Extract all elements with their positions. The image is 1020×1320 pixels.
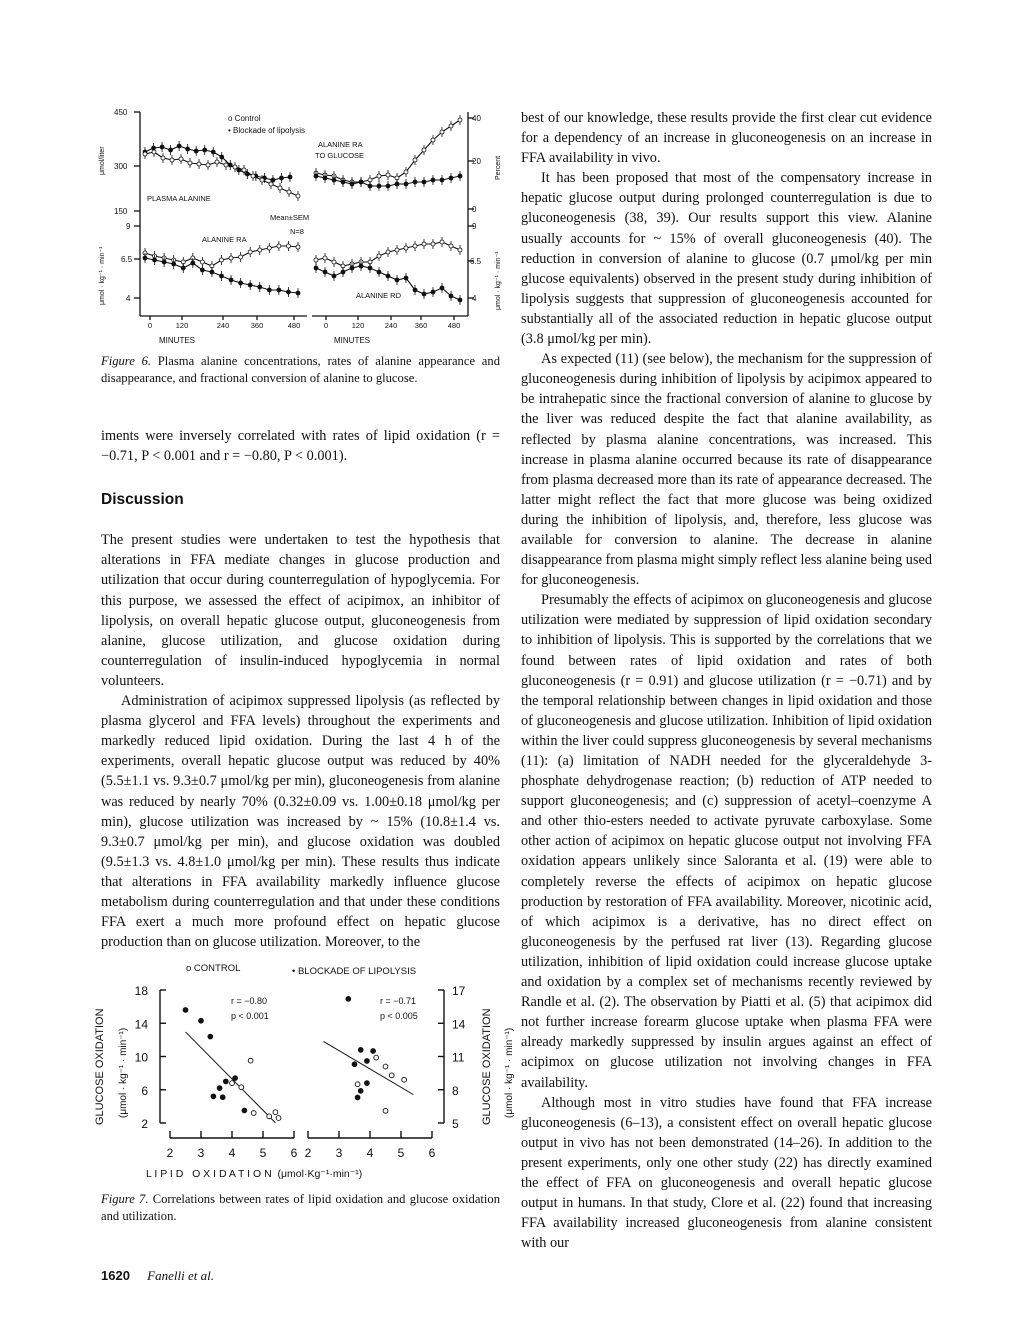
y-right-20: 20 — [472, 157, 481, 166]
x-label-minutes-right: MINUTES — [334, 336, 370, 345]
plasma-alanine-control-point — [206, 163, 210, 167]
conversion-control-point — [413, 158, 417, 162]
alanine-ra-control-point — [229, 256, 233, 260]
fig7-ylabel-right-2: (μmol · kg⁻¹ · min⁻¹) — [504, 1027, 515, 1118]
y-right-0: 0 — [472, 205, 477, 214]
alanine-rd-control-point — [404, 246, 408, 250]
conversion-blockade-point — [368, 184, 372, 188]
alanine-rd-blockade-point — [404, 276, 408, 280]
fig7-point-control — [402, 1077, 407, 1082]
conversion-control-point — [377, 174, 381, 178]
alanine-ra-blockade-point — [277, 288, 281, 292]
right-column — [521, 108, 932, 1253]
fig7-point-control — [251, 1111, 256, 1116]
discussion-paragraph-2: Administration of acipimox suppressed lipolysis (as reflected by plasma glycerol and FFA levels) throughout the experiments and markedly reduced lipid oxidation. During the last 4 h of the experiments, overall hepatic glucose output was reduced by 40% (5.5±1.1 vs. 9.3±0.7 μmol/kg per min), gluconeogenesis from alanine was reduced by nearly 70% (0.32±0.09 vs. 1.00±0.18 μmol/kg per min), glucose utilization was increased by ~ 15% (10.8±1.4 vs. 9.3±0.7 μmol/kg per min), and glucose oxidation was doubled (9.5±1.3 vs. 4.8±1.0 μmol/kg per min). These results thus indicate that alterations in FFA availability markedly influence glucose metabolism during counterregulation and that under these conditions FFA exert a much more profound effect on hepatic glucose production than on glucose utilization. Moreover, to the — [101, 693, 500, 951]
plasma-alanine-control-point — [278, 186, 282, 190]
conversion-blockade-point — [440, 178, 444, 182]
fig7-point-control — [267, 1114, 272, 1119]
plasma-alanine-blockade-point — [211, 150, 215, 154]
fig7-point-blockade — [208, 1034, 213, 1039]
alanine-rd-control-point — [395, 248, 399, 252]
plasma-alanine-blockade-point — [177, 144, 181, 148]
fig7-x-tick-label: 4 — [366, 1146, 374, 1160]
fig7-stat-left-r: r = −0.80 — [231, 996, 268, 1006]
alanine-ra-blockade-point — [229, 278, 233, 282]
fig7-point-blockade — [358, 1047, 363, 1052]
alanine-ra-control-point — [296, 245, 300, 249]
alanine-ra-control-point — [277, 244, 281, 248]
figure-7-caption-text: Correlations between rates of lipid oxidation and glucose oxidation and utilization. — [101, 1192, 500, 1223]
fig7-point-blockade — [233, 1076, 238, 1081]
alanine-rd-blockade-point — [422, 292, 426, 296]
alanine-rd-control-point — [431, 242, 435, 246]
label-alanine-ra-left: ALANINE RA — [202, 235, 247, 244]
conversion-blockade-point — [449, 176, 453, 180]
alanine-rd-blockade-point — [377, 270, 381, 274]
legend-control: o Control — [228, 114, 261, 123]
alanine-rd-control-point — [413, 244, 417, 248]
fig7-xlabel: L I P I D O X I D A T I O N (μmol·Kg⁻¹·min⁻¹) — [146, 1168, 363, 1180]
y-tick-300: 300 — [114, 162, 128, 171]
plasma-alanine-blockade-point — [220, 155, 224, 159]
plasma-alanine-control-point — [197, 162, 201, 166]
right-paragraph-2: It has been proposed that most of the compensatory increase in hepatic glucose output during prolonged counterregulation is due to gluconeogenesis (38, 39). Our results support this view. Alanine usually accounts for ~ 15% of overall gluconeogenesis (40). The reduction in conversion of alanine to glucose (0.7 μmol/kg per min glucose equivalents) observed in the present study during inhibition of lipolysis suggests that suppression of gluconeogenesis accounted for substantially all of the associated reduction in hepatic glucose output (3.8 μmol/kg per min). — [521, 170, 932, 348]
y-tick-9: 9 — [126, 222, 131, 231]
alanine-ra-blockade-point — [153, 258, 157, 262]
figure-6-label: Figure 6. — [101, 354, 152, 368]
conversion-blockade-point — [377, 184, 381, 188]
fig7-point-blockade — [220, 1095, 225, 1100]
conversion-blockade-point — [395, 182, 399, 186]
x-tick-right: 480 — [447, 321, 461, 330]
x-tick-right: 0 — [323, 321, 329, 330]
running-authors: Fanelli et al. — [147, 1268, 214, 1283]
conversion-blockade-point — [422, 180, 426, 184]
fig7-stat-right-r: r = −0.71 — [380, 996, 417, 1006]
fig7-regression-line — [324, 1041, 414, 1094]
fig7-point-control — [383, 1108, 388, 1113]
conversion-control-point — [386, 173, 390, 177]
fig7-point-control — [248, 1058, 253, 1063]
y-right-9: 9 — [472, 222, 477, 231]
conversion-blockade-point — [314, 174, 318, 178]
alanine-ra-control-point — [248, 250, 252, 254]
x-tick-left: 360 — [250, 321, 264, 330]
plasma-alanine-blockade-point — [194, 149, 198, 153]
fig7-x-tick-label: 2 — [166, 1146, 174, 1160]
continued-paragraph: iments were inversely correlated with rates of lipid oxidation (r = −0.71, P < 0.001 and r = −0.80, P < 0.001). — [101, 428, 500, 465]
alanine-rd-control-point — [458, 248, 462, 252]
plasma-alanine-blockade-point — [186, 147, 190, 151]
x-tick-left: 0 — [147, 321, 153, 330]
fig7-y-tick-label: 14 — [134, 1017, 148, 1032]
fig7-point-control — [355, 1082, 360, 1087]
page-number: 1620 — [101, 1268, 130, 1283]
x-tick-right: 120 — [351, 321, 365, 330]
fig7-point-blockade — [199, 1018, 204, 1023]
alanine-rd-blockade-point — [341, 270, 345, 274]
fig7-x-tick-label: 4 — [228, 1146, 236, 1160]
alanine-rd-control-point — [332, 260, 336, 264]
fig7-y-tick-label: 14 — [452, 1017, 466, 1032]
x-tick-left: 120 — [175, 321, 189, 330]
conversion-blockade-point — [350, 182, 354, 186]
alanine-ra-blockade-point — [191, 261, 195, 265]
fig7-legend-control: o CONTROL — [186, 963, 241, 974]
alanine-rd-blockade-point — [386, 274, 390, 278]
mean-sem: Mean±SEM — [270, 213, 310, 222]
y-tick-150: 150 — [114, 207, 128, 216]
conversion-blockade-point — [431, 178, 435, 182]
fig7-x-tick-label: 3 — [335, 1146, 343, 1160]
fig7-ylabel-right-1: GLUCOSE OXIDATION — [481, 1008, 493, 1125]
fig7-point-control — [276, 1116, 281, 1121]
conversion-control-point — [404, 170, 408, 174]
plasma-alanine-control-point — [233, 165, 237, 169]
fig7-y-tick-label: 10 — [134, 1050, 148, 1065]
alanine-rd-blockade-point — [323, 270, 327, 274]
alanine-rd-blockade-point — [449, 294, 453, 298]
alanine-rd-blockade-point — [350, 266, 354, 270]
x-tick-left: 480 — [287, 321, 301, 330]
conversion-control-point — [440, 130, 444, 134]
plasma-alanine-control-point — [269, 182, 273, 186]
y-unit-right-top: Percent — [495, 155, 502, 180]
fig7-y-tick-label: 8 — [452, 1083, 459, 1098]
alanine-ra-control-point — [286, 244, 290, 248]
y-right-6-5: 6.5 — [470, 257, 482, 266]
alanine-ra-blockade-point — [239, 281, 243, 285]
alanine-ra-blockade-point — [200, 268, 204, 272]
y-tick-450: 450 — [114, 108, 128, 117]
alanine-ra-control-point — [258, 248, 262, 252]
fig7-x-tick-label: 6 — [290, 1146, 298, 1160]
plasma-alanine-control-point — [143, 152, 147, 156]
conversion-control-point — [422, 148, 426, 152]
alanine-rd-blockade-point — [359, 264, 363, 268]
conversion-blockade-point — [458, 174, 462, 178]
label-alanine-ra-top: ALANINE RA — [318, 140, 363, 149]
x-label-minutes-left: MINUTES — [159, 336, 195, 345]
fig7-y-tick-label: 17 — [452, 984, 466, 998]
plasma-alanine-blockade-point — [169, 148, 173, 152]
conversion-blockade-point — [404, 182, 408, 186]
fig7-point-blockade — [358, 1088, 363, 1093]
discussion-paragraph-1: The present studies were undertaken to test the hypothesis that alterations in FFA mediate changes in glucose production and utilization that occur during counterregulation of hypoglycemia. For this purpose, we assessed the effect of acipimox, an inhibitor of lipolysis, on overall hepatic glucose output, gluconeogenesis from alanine, glucose utilization, and glucose oxidation during counterregulation of insulin-induced hypoglycemia in normal volunteers. — [101, 532, 500, 689]
fig7-point-blockade — [365, 1059, 370, 1064]
alanine-rd-blockade-point — [395, 278, 399, 282]
figure-7-label: Figure 7. — [101, 1192, 149, 1206]
conversion-blockade-point — [341, 180, 345, 184]
conversion-blockade-point — [332, 178, 336, 182]
fig7-x-tick-label: 2 — [304, 1146, 312, 1160]
fig7-ylabel-left-2: (μmol · kg⁻¹ · min⁻¹) — [118, 1027, 129, 1118]
plasma-alanine-control-point — [170, 158, 174, 162]
y-right-40: 40 — [472, 114, 481, 123]
conversion-control-point — [458, 118, 462, 122]
conversion-control-point — [431, 138, 435, 142]
x-tick-right: 360 — [414, 321, 428, 330]
fig7-x-tick-label: 5 — [397, 1146, 405, 1160]
plasma-alanine-control-point — [215, 160, 219, 164]
fig7-y-tick-label: 5 — [452, 1117, 459, 1131]
alanine-rd-blockade-point — [431, 290, 435, 294]
fig7-y-tick-label: 2 — [141, 1117, 148, 1131]
fig7-regression-line — [186, 1032, 276, 1123]
figure-6-caption — [101, 353, 500, 386]
n-count: N=8 — [290, 227, 304, 236]
alanine-ra-blockade-point — [172, 262, 176, 266]
fig7-y-tick-label: 6 — [141, 1083, 148, 1098]
right-paragraph-1: best of our knowledge, these results provide the first clear cut evidence for a dependency of an increase in gluconeogenesis on an increase in FFA availability in vivo. — [521, 110, 932, 167]
alanine-rd-blockade-point — [368, 266, 372, 270]
alanine-ra-blockade-point — [210, 270, 214, 274]
fig7-point-control — [374, 1055, 379, 1060]
fig7-point-blockade — [352, 1062, 357, 1067]
fig7-point-blockade — [242, 1108, 247, 1113]
conversion-control-point — [449, 124, 453, 128]
fig7-point-blockade — [365, 1081, 370, 1086]
fig7-x-tick-label: 3 — [197, 1146, 205, 1160]
fig7-stat-right-p: p < 0.005 — [380, 1011, 418, 1021]
label-plasma-alanine: PLASMA ALANINE — [147, 194, 211, 203]
plasma-alanine-control-point — [242, 168, 246, 172]
fig7-point-control — [273, 1110, 278, 1115]
alanine-rd-control-point — [377, 254, 381, 258]
plasma-alanine-blockade-point — [279, 176, 283, 180]
fig7-y-tick-label: 18 — [134, 984, 148, 998]
label-alanine-rd: ALANINE RD — [356, 291, 402, 300]
alanine-ra-blockade-point — [258, 285, 262, 289]
plasma-alanine-control-point — [287, 190, 291, 194]
alanine-rd-blockade-point — [440, 286, 444, 290]
fig7-legend-blockade: • BLOCKADE OF LIPOLYSIS — [292, 966, 417, 977]
fig7-point-blockade — [371, 1049, 376, 1054]
alanine-rd-blockade-point — [413, 288, 417, 292]
plasma-alanine-control-point — [179, 157, 183, 161]
fig7-point-blockade — [223, 1079, 228, 1084]
fig7-point-control — [383, 1064, 388, 1069]
alanine-ra-blockade-point — [181, 266, 185, 270]
fig7-point-control — [239, 1085, 244, 1090]
x-tick-left: 240 — [216, 321, 230, 330]
alanine-ra-control-point — [200, 260, 204, 264]
label-to-glucose: TO GLUCOSE — [315, 151, 365, 160]
plasma-alanine-control-point — [260, 178, 264, 182]
fig7-stat-left-p: p < 0.001 — [231, 1011, 269, 1021]
y-tick-6-5: 6.5 — [121, 255, 133, 264]
plasma-alanine-blockade-point — [288, 175, 292, 179]
plasma-alanine-control-point — [152, 150, 156, 154]
plasma-alanine-blockade-point — [203, 148, 207, 152]
alanine-ra-blockade-point — [162, 260, 166, 264]
conversion-blockade-point — [413, 180, 417, 184]
fig7-point-control — [230, 1081, 235, 1086]
figure-7-caption — [101, 1191, 500, 1224]
plasma-alanine-control-point — [188, 161, 192, 165]
plasma-alanine-control-point — [296, 194, 300, 198]
conversion-blockade-point — [359, 180, 363, 184]
alanine-ra-blockade-point — [296, 291, 300, 295]
alanine-rd-control-point — [422, 242, 426, 246]
alanine-rd-blockade-point — [314, 266, 318, 270]
right-paragraph-5: Although most in vitro studies have found that FFA increase gluconeogenesis (6–13), a consistent effect on overall hepatic glucose output in vivo has not been demonstrated (14–26). In addition to the present experiments, only one other study (22) has directly examined the effect of FFA on gluconeogenesis and overall hepatic glucose output in humans. In that study, Clore et al. (22) found that increasing FFA availability increased gluconeogenesis from alanine consistent with our — [521, 1094, 932, 1252]
alanine-ra-blockade-point — [220, 274, 224, 278]
alanine-ra-blockade-point — [248, 283, 252, 287]
figure-6-caption-text: Plasma alanine concentrations, rates of alanine appearance and disappearance, and fractional conversion of alanine to glucose. — [101, 354, 500, 385]
alanine-rd-blockade-point — [332, 274, 336, 278]
alanine-rd-control-point — [386, 250, 390, 254]
y-unit-right-bottom: μmol · kg⁻¹ · min⁻¹ — [495, 251, 502, 310]
discussion-heading: Discussion — [101, 491, 184, 509]
conversion-blockade-point — [323, 176, 327, 180]
alanine-ra-blockade-point — [267, 288, 271, 292]
fig7-y-tick-label: 11 — [452, 1050, 465, 1065]
alanine-ra-control-point — [220, 258, 224, 262]
alanine-rd-blockade-point — [458, 298, 462, 302]
y-right-4: 4 — [472, 294, 477, 303]
left-column — [101, 426, 500, 952]
y-tick-4: 4 — [126, 294, 131, 303]
fig7-x-tick-label: 6 — [428, 1146, 436, 1160]
right-paragraph-3: As expected (11) (see below), the mechanism for the suppression of gluconeogenesis during inhibition of lipolysis by acipimox appeared to be intrahepatic since the fractional conversion of alanine to glucose by the liver was reduced despite the fact that alanine availability, as reflected by plasma alanine concentrations, was increased. This increase in plasma alanine occurred because its rate of disappearance from plasma decreased more than its rate of appearance decreased. The latter might reflect the fact that more glucose was being oxidized during the inhibition of lipolysis, and, therefore, less glucose was available for conversion to alanine. The decrease in alanine disappearance from plasma might simply reflect less alanine being used for gluconeogenesis. — [521, 351, 932, 589]
plasma-alanine-control-point — [251, 174, 255, 178]
x-tick-right: 240 — [384, 321, 398, 330]
alanine-rd-control-point — [449, 244, 453, 248]
fig7-point-blockade — [211, 1094, 216, 1099]
alanine-ra-blockade-point — [286, 290, 290, 294]
right-paragraph-4: Presumably the effects of acipimox on gluconeogenesis and glucose utilization were mediated by suppression of lipid oxidation secondary to inhibition of lipolysis. This is supported by the correlations that we found between rates of lipid oxidation and rates of both gluconeogenesis (r = 0.91) and glucose utilization (r = −0.71) and by the temporal relationship between changes in lipid oxidation and those of gluconeogenesis and glucose utilization. Inhibition of lipid oxidation within the liver could suppress gluconeogenesis by several mechanisms (11): (a) limitation of NADH needed for the glyceraldehyde 3-phosphate dehydrogenase reaction; (b) reduction of ATP needed to support gluconeogenesis; and (c) suppression of acetyl–coenzyme A and other thio-esters needed to activate pyruvate carboxylase. Some other action of acipimox on hepatic glucose output not involving FFA oxidation appears unlikely since Saloranta et al. (19) were able to completely reverse the effects of acipimox on hepatic glucose production by restoration of FFA availability. Moreover, nicotinic acid, of which acipimox is a derivative, has no direct effect on gluconeogenesis by the perfused rat liver (13). Regarding glucose utilization, inhibition of lipid oxidation could increase glucose uptake and oxidation by a complex set of mechanisms recently reviewed by Randle et al. (2). The observation by Piatti et al. (5) that acipimox did not further increase forearm glucose uptake when plasma FFA were already markedly suppressed by insulin argues against an effect of acipimox on glucose utilization not involving changes in FFA availability. — [521, 592, 932, 1091]
legend-blockade: • Blockade of lipolysis — [228, 126, 306, 135]
plasma-alanine-control-point — [224, 163, 228, 167]
alanine-rd-control-point — [440, 240, 444, 244]
y-unit-left-top: μmol/liter — [99, 146, 106, 175]
fig7-ylabel-left-1: GLUCOSE OXIDATION — [94, 1008, 106, 1125]
plasma-alanine-blockade-point — [160, 145, 164, 149]
fig7-x-tick-label: 5 — [259, 1146, 267, 1160]
fig7-point-control — [389, 1073, 394, 1078]
alanine-ra-control-point — [239, 255, 243, 259]
alanine-rd-control-point — [323, 256, 327, 260]
plasma-alanine-control-point — [161, 156, 165, 160]
fig7-point-blockade — [355, 1095, 360, 1100]
fig7-point-blockade — [183, 1008, 188, 1013]
alanine-ra-blockade-point — [143, 256, 147, 260]
plasma-alanine-blockade-point — [271, 178, 275, 182]
fig7-point-blockade — [217, 1086, 222, 1091]
alanine-rd-control-point — [314, 258, 318, 262]
conversion-blockade-point — [386, 184, 390, 188]
fig7-point-blockade — [346, 996, 351, 1001]
y-unit-left-bottom: μmol · kg⁻¹ · min⁻¹ — [99, 246, 106, 305]
plasma-alanine-blockade-point — [152, 146, 156, 150]
page-footer — [101, 1268, 214, 1284]
alanine-ra-control-point — [267, 246, 271, 250]
